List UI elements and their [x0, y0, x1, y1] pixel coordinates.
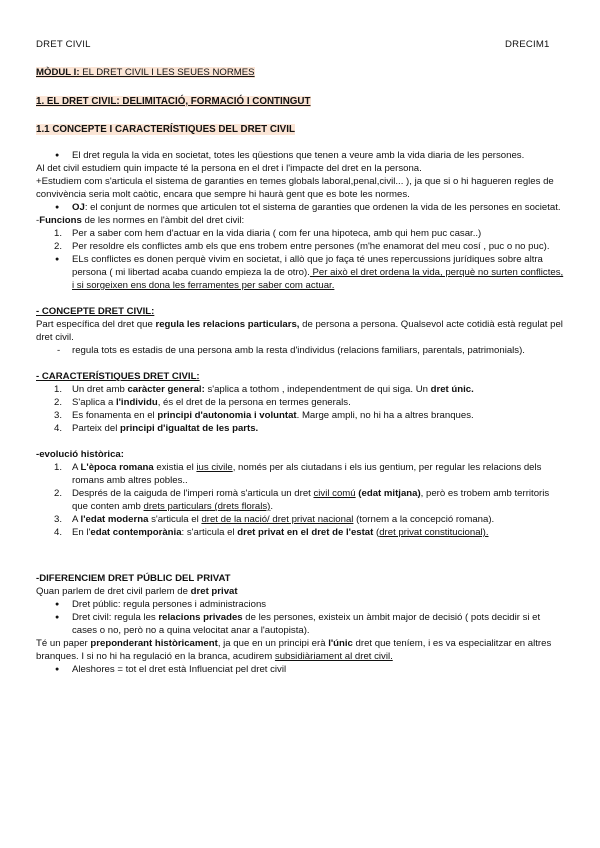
section-heading: 1. EL DRET CIVIL: DELIMITACIÓ, FORMACIÓ I CONTINGUT — [36, 96, 311, 107]
list-item: 2. Després de la caiguda de l'imperi romà s'articula un dret civil comú (edat mitjana), però es trobem amb territoris que conten amb drets particulars (drets florals). — [54, 488, 550, 512]
paragraph: Té un paper preponderant històricament, ja que en un principi erà l'únic dret que teníem, i es va especialitzar en altres branques. I si no hi ha regulació en la branca, acudirem subsidiàriament al dret civil. — [36, 638, 552, 662]
header-code: DRECIM1 — [505, 39, 550, 50]
concepte-list — [36, 344, 566, 357]
caracteristiques-heading: - CARACTERÍSTIQUES DRET CIVIL: — [36, 371, 200, 382]
list-item: 3. A l'edat moderna s'articula el dret de la nació/ dret privat nacional (tornem a la concepció romana). — [54, 514, 495, 525]
diferencia-list — [36, 598, 566, 637]
evolucio-list — [36, 461, 566, 539]
list-item: 2. Per resoldre els conflictes amb els que ens trobem entre persones (m'he enamorat del meu cosí , puc o no puc). — [54, 241, 550, 252]
list-item: ● Aleshores = tot el dret està Influenciat pel dret civil — [36, 663, 566, 676]
evolucio-heading: -evolució històrica: — [36, 449, 124, 460]
list-item: 3. Es fonamenta en el principi d'autonomia i voluntat. Marge ampli, no hi ha a altres branques. — [54, 410, 474, 421]
oj-list — [36, 201, 566, 214]
module-heading — [36, 66, 566, 79]
paragraph: Part específica del dret que regula les relacions particulars, de persona a persona. Qualsevol acte cotidià està regulat pel dret civil. — [36, 319, 563, 343]
intro-list — [36, 149, 566, 162]
header-course: DRET CIVIL — [36, 39, 91, 50]
diferencia-list-2 — [36, 663, 566, 676]
list-item: 4. Parteix del principi d'igualtat de les parts. — [54, 423, 259, 434]
funcions-list — [36, 227, 566, 292]
list-item: 1. A L'època romana existia el ius civile, només per als ciutadans i els ius gentium, per regular les relacions dels romans amb altres pobles.. — [54, 462, 542, 486]
caracteristiques-list — [36, 383, 566, 435]
list-item: 2. S'aplica a l'individu, és el dret de la persona en termes generals. — [54, 397, 351, 408]
list-item: - regula tots es estadis de una persona amb la resta d'individus (relacions familiars, parentals, patrimonials). — [36, 344, 566, 357]
diferencia-heading: -DIFERENCIEM DRET PÚBLIC DEL PRIVAT — [36, 573, 231, 584]
paragraph: Quan parlem de dret civil parlem de dret privat — [36, 586, 238, 597]
list-item: ● El dret regula la vida en societat, totes les qüestions que tenen a veure amb la vida diaria de les persones. — [36, 149, 566, 162]
subsection-heading: 1.1 CONCEPTE I CARACTERÍSTIQUES DEL DRET CIVIL — [36, 124, 295, 135]
list-item: ● Dret civil: regula les relacions privades de les persones, existeix un àmbit major de decisió ( pots decidir si et cases o no, però no a quina velocitat anar a l'autopista). — [36, 611, 566, 637]
list-item: 1. Per a saber com hem d'actuar en la vida diaria ( com fer una hipoteca, amb qui hem puc casar..) — [54, 228, 482, 239]
paragraph: +Estudiem com s'articula el sistema de garanties en temes globals laboral,penal,civil... ), ja que si o hi hagueren regles de convivència seria molt caòtic, encara que sempre hi haurà gent que es bote les normes. — [36, 176, 554, 200]
list-item: 1. Un dret amb caràcter general: s'aplica a tothom , independentment de qui siga. Un dret únic. — [54, 384, 474, 395]
module-title: EL DRET CIVIL I LES SEUES NORMES — [79, 67, 255, 78]
funcions-heading: -Funcions de les normes en l'àmbit del dret civil: — [36, 215, 245, 226]
module-label: MÒDUL I: — [36, 67, 80, 78]
list-item: ● OJ: el conjunt de normes que articulen tot el sistema de garanties que ordenen la vida de les persones en societat. — [36, 201, 566, 214]
concepte-heading: - CONCEPTE DRET CIVIL: — [36, 306, 155, 317]
list-item: 4. En l'edat contemporània: s'articula el dret privat en el dret de l'estat (dret privat constitucional). — [54, 527, 489, 538]
list-item: ● ELs conflictes es donen perquè vivim en societat, i allò que jo faça té unes repercussions jurídiques sobre altra persona ( mi libertad acaba cuando empieza la de otro). Per això el dret ordena la vida, perquè no surten conflictes, i si sorgeixen ens dona les ferramentes per saber com actuar. — [36, 253, 566, 292]
document-body — [36, 66, 566, 676]
list-item: ● Dret públic: regula persones i administracions — [36, 598, 566, 611]
paragraph: Al det civil estudiem quin impacte té la persona en el dret i l'impacte del dret en la persona. — [36, 163, 422, 174]
